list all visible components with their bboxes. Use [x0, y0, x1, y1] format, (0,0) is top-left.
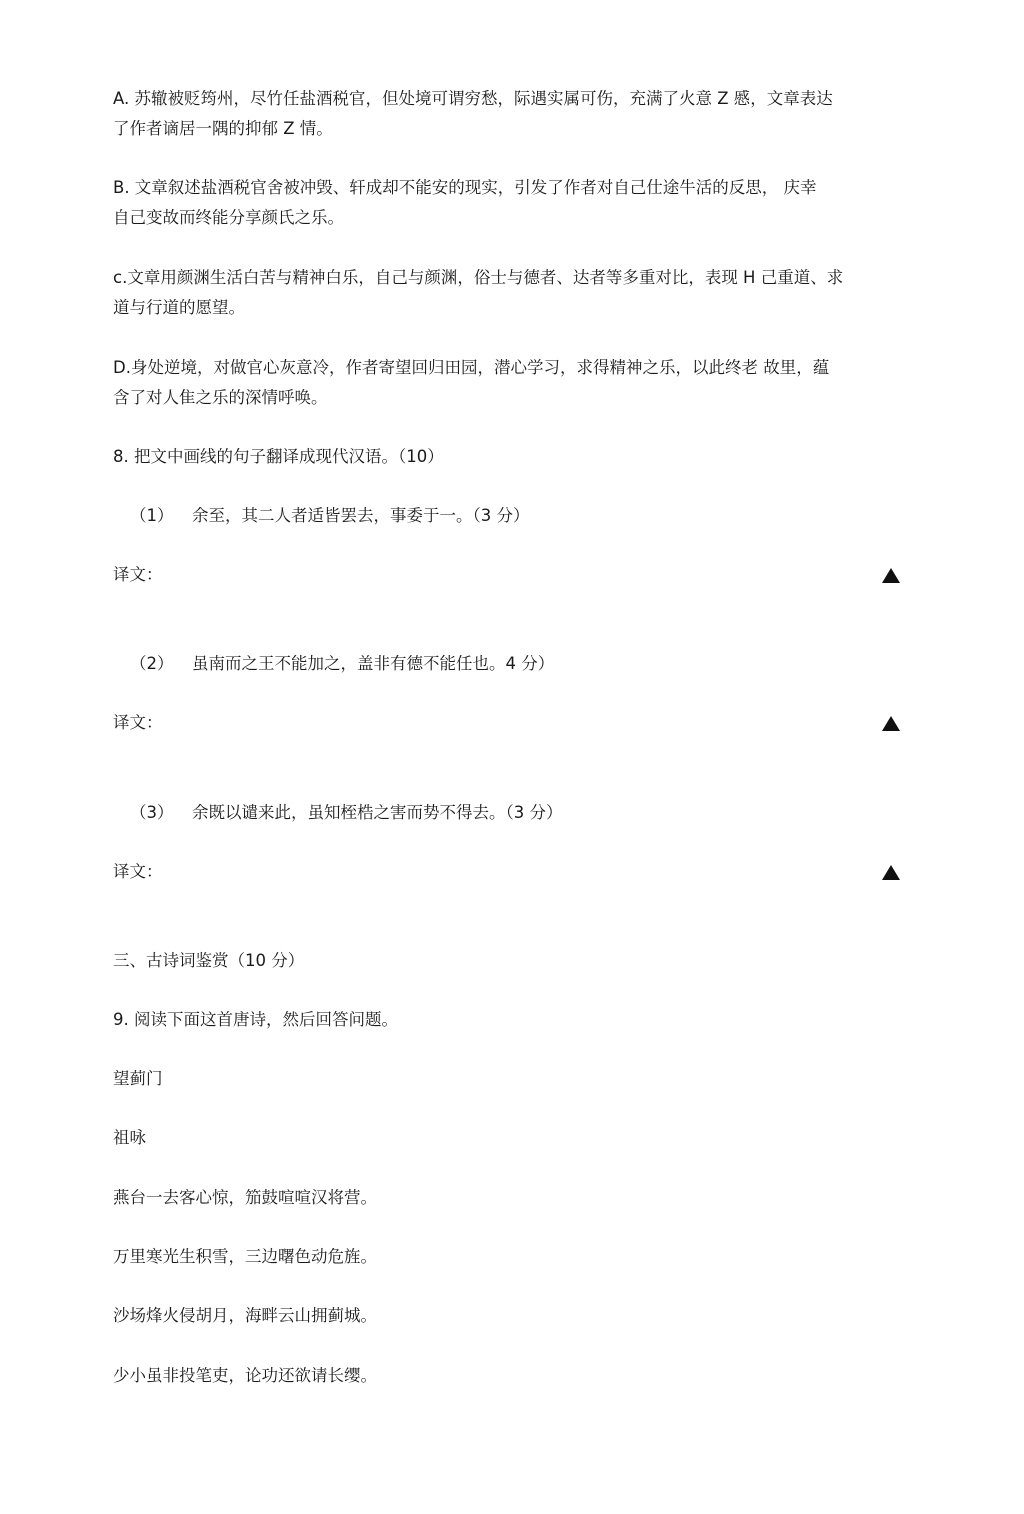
- poem-line-4: 少小虽非投笔吏，论功还欲请长缨。: [113, 1366, 377, 1385]
- option-c-line-2: 道与行道的愿望。: [113, 298, 245, 317]
- sentence-2-number: （2）: [130, 654, 174, 673]
- sentence-3-number: （3）: [130, 803, 174, 822]
- question-9-title: 9. 阅读下面这首唐诗，然后回答问题。: [113, 1010, 398, 1029]
- poem-title: 望蓟门: [113, 1069, 163, 1088]
- section-3-heading: 三、古诗词鉴赏（10 分）: [113, 951, 305, 970]
- translation-1-label: 译文：: [113, 565, 163, 584]
- sentence-1-number: （1）: [130, 506, 174, 525]
- poem-line-2: 万里寒光生积雪，三边曙色动危旌。: [113, 1247, 377, 1266]
- option-a-line-2: 了作者谪居一隅的抑郁 Z 情。: [113, 119, 333, 138]
- triangle-icon: [882, 716, 900, 731]
- option-a-line-1: A. 苏辙被贬筠州，尽竹任盐酒税官，但处境可谓穷愁，际遇实属可伤，充满了火意 Z 慼，文章表达: [113, 89, 833, 108]
- option-b-line-1: B. 文章叙述盐酒税官舍被冲毁、轩成却不能安的现实，引发了作者对自己仕途牛活的反思， 庆幸: [113, 178, 817, 197]
- sentence-2-text: 虽南而之王不能加之，盖非有德不能任也。4 分）: [192, 654, 555, 673]
- question-8-title: 8. 把文中画线的句子翻译成现代汉语。（10）: [113, 447, 444, 466]
- triangle-icon: [882, 568, 900, 583]
- poem-line-1: 燕台一去客心惊，笳鼓喧喧汉将营。: [113, 1188, 377, 1207]
- option-b-line-2: 自己变故而终能分享颜氏之乐。: [113, 208, 344, 227]
- poem-author: 祖咏: [113, 1128, 146, 1147]
- sentence-1-text: 余至，其二人者适皆罢去，事委于一。（3 分）: [192, 506, 530, 525]
- option-d-line-2: 含了对人隹之乐的深情呼唤。: [113, 388, 328, 407]
- poem-line-3: 沙场烽火侵胡月，海畔云山拥蓟城。: [113, 1306, 377, 1325]
- triangle-icon: [882, 865, 900, 880]
- option-c-line-1: c.文章用颜渊生活白苦与精神白乐，自己与颜渊，俗士与德者、达者等多重对比，表现 H 己重道、求: [113, 268, 844, 287]
- sentence-3-text: 余既以谴来此，虽知桎梏之害而势不得去。（3 分）: [192, 803, 563, 822]
- translation-3-label: 译文：: [113, 862, 163, 881]
- translation-2-label: 译文：: [113, 713, 163, 732]
- option-d-line-1: D.身处逆境，对做官心灰意冷，作者寄望回归田园，潜心学习，求得精神之乐，以此终老 故里，蕴: [113, 358, 830, 377]
